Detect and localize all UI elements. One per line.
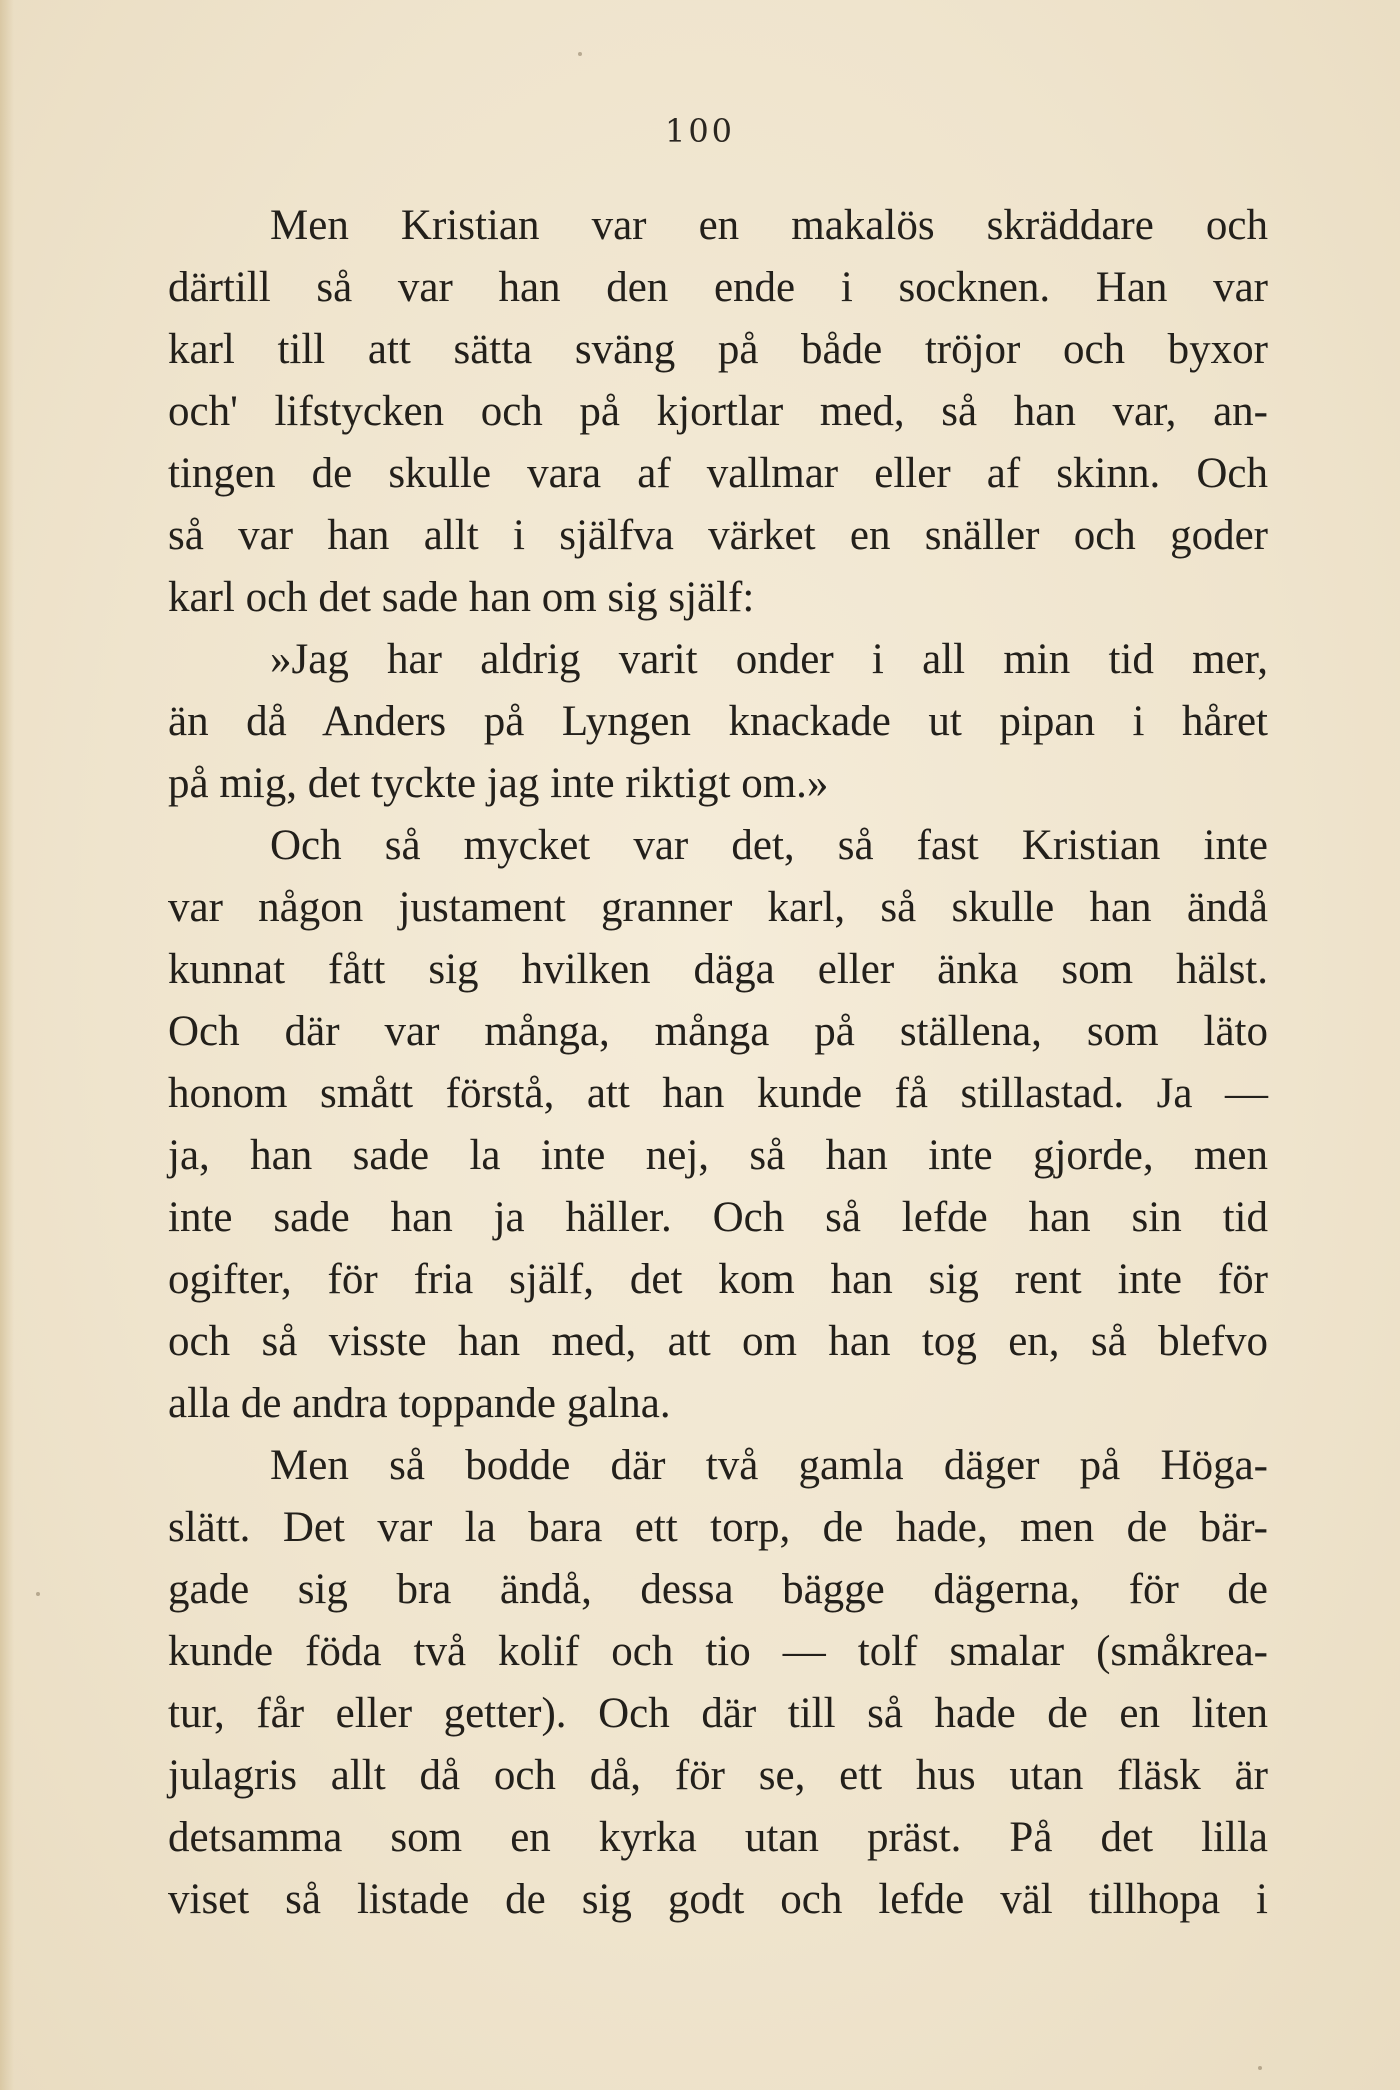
text-line: på mig, det tyckte jag inte riktigt om.»	[168, 760, 829, 807]
text-line: inte sade han ja häller. Och så lefde han sin tid	[168, 1194, 1268, 1241]
text-line: därtill så var han den ende i socknen. Han var	[168, 264, 1268, 311]
paper-speck	[36, 1592, 40, 1596]
text-line: Men så bodde där två gamla däger på Höga-	[270, 1442, 1268, 1489]
text-line: julagris allt då och då, för se, ett hus utan fläsk är	[168, 1752, 1268, 1799]
text-line: slätt. Det var la bara ett torp, de hade, men de bär-	[168, 1504, 1268, 1551]
text-line: kunde föda två kolif och tio — tolf smalar (småkrea-	[168, 1628, 1268, 1675]
body-text	[168, 195, 1268, 1931]
text-line: karl till att sätta sväng på både tröjor och byxor	[168, 326, 1268, 373]
text-line: gade sig bra ändå, dessa bägge dägerna, för de	[168, 1566, 1268, 1613]
page-number: 100	[664, 112, 736, 150]
text-line: viset så listade de sig godt och lefde väl tillhopa i	[168, 1876, 1268, 1923]
text-line: var någon justament granner karl, så skulle han ändå	[168, 884, 1268, 931]
text-line: Men Kristian var en makalös skräddare och	[270, 202, 1268, 249]
text-line: tingen de skulle vara af vallmar eller af skinn. Och	[168, 450, 1268, 497]
text-line: karl och det sade han om sig själf:	[168, 574, 755, 621]
text-line: och' lifstycken och på kjortlar med, så han var, an-	[168, 388, 1268, 435]
paper-speck	[578, 52, 582, 56]
text-line: »Jag har aldrig varit onder i all min tid mer,	[270, 636, 1268, 683]
text-line: Och där var många, många på ställena, som läto	[168, 1008, 1268, 1055]
paper-speck	[1258, 2066, 1262, 2070]
text-line: så var han allt i själfva värket en snäller och goder	[168, 512, 1268, 559]
text-line: detsamma som en kyrka utan präst. På det lilla	[168, 1814, 1268, 1861]
text-line: kunnat fått sig hvilken däga eller änka som hälst.	[168, 946, 1268, 993]
text-line: tur, får eller getter). Och där till så hade de en liten	[168, 1690, 1268, 1737]
text-line: ja, han sade la inte nej, så han inte gjorde, men	[168, 1132, 1268, 1179]
text-line: ogifter, för fria själf, det kom han sig rent inte för	[168, 1256, 1268, 1303]
text-line: Och så mycket var det, så fast Kristian inte	[270, 822, 1268, 869]
page-edge-shadow	[0, 0, 14, 2090]
text-line: och så visste han med, att om han tog en, så blefvo	[168, 1318, 1268, 1365]
text-line: än då Anders på Lyngen knackade ut pipan i håret	[168, 698, 1268, 745]
text-line: alla de andra toppande galna.	[168, 1380, 671, 1427]
text-line: honom smått förstå, att han kunde få stillastad. Ja —	[168, 1070, 1268, 1117]
